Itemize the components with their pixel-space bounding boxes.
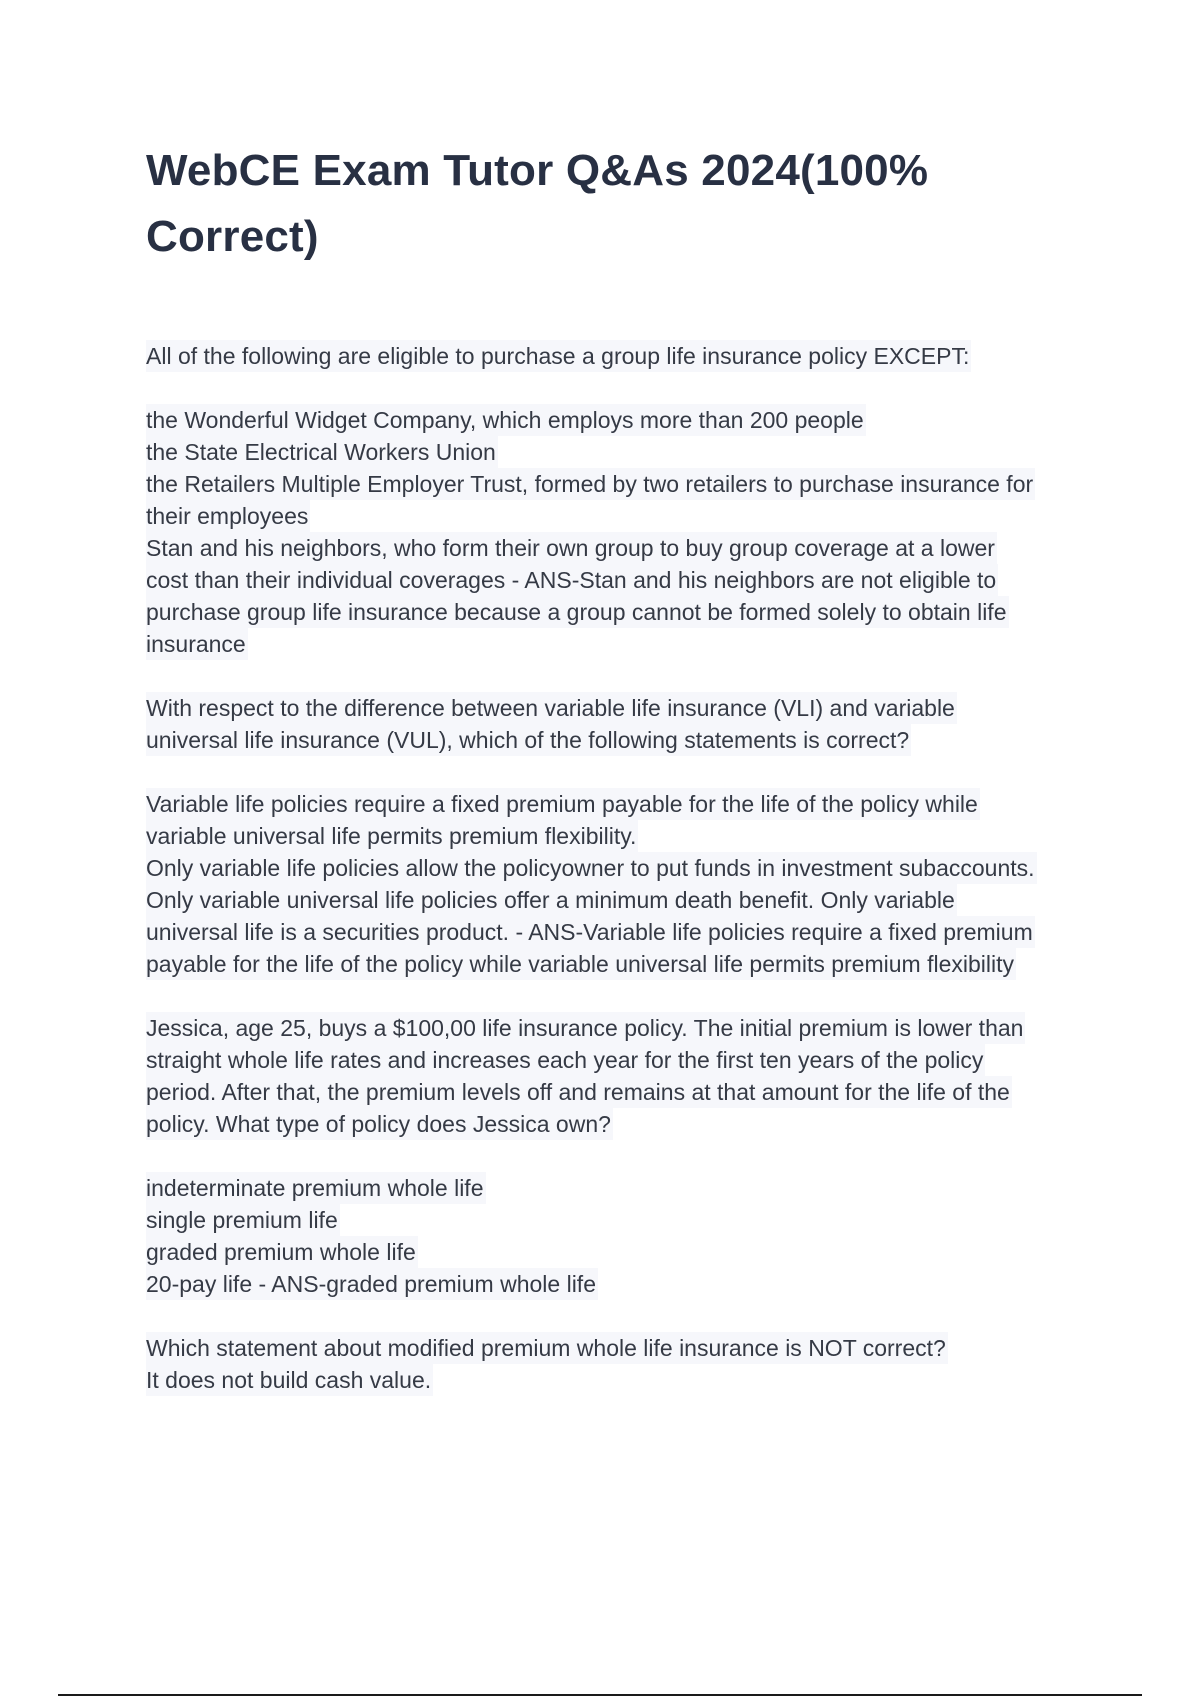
question-text: Which statement about modified premium whole life insurance is NOT correct? bbox=[146, 1332, 948, 1364]
option-line: Stan and his neighbors, who form their own group to buy group coverage at a lower bbox=[146, 532, 997, 564]
option-line: variable universal life permits premium flexibility. bbox=[146, 820, 638, 852]
option-line: their employees bbox=[146, 500, 310, 532]
option-line: the Retailers Multiple Employer Trust, formed by two retailers to purchase insurance for bbox=[146, 468, 1035, 500]
question-4 bbox=[146, 1332, 1086, 1396]
title-line-2: Correct) bbox=[146, 212, 319, 261]
title-line-1: WebCE Exam Tutor Q&As 2024(100% bbox=[146, 146, 929, 195]
option-line: the State Electrical Workers Union bbox=[146, 436, 498, 468]
answer-line: insurance bbox=[146, 628, 248, 660]
answer-line: purchase group life insurance because a group cannot be formed solely to obtain life bbox=[146, 596, 1009, 628]
question-2-options bbox=[146, 788, 1086, 980]
answer-line: cost than their individual coverages - ANS-Stan and his neighbors are not eligible to bbox=[146, 564, 998, 596]
question-3-options bbox=[146, 1172, 1086, 1300]
question-text: policy. What type of policy does Jessica own? bbox=[146, 1108, 613, 1140]
option-line: Only variable universal life policies offer a minimum death benefit. Only variable bbox=[146, 884, 957, 916]
answer-line: universal life is a securities product. - ANS-Variable life policies require a fixed premium bbox=[146, 916, 1035, 948]
document-title bbox=[146, 138, 1046, 270]
option-line: indeterminate premium whole life bbox=[146, 1172, 486, 1204]
document-body bbox=[146, 340, 1086, 1428]
question-text: period. After that, the premium levels off and remains at that amount for the life of the bbox=[146, 1076, 1012, 1108]
option-line: Only variable life policies allow the policyowner to put funds in investment subaccounts. bbox=[146, 852, 1037, 884]
question-text: Jessica, age 25, buys a $100,00 life insurance policy. The initial premium is lower than bbox=[146, 1012, 1025, 1044]
question-text: With respect to the difference between variable life insurance (VLI) and variable bbox=[146, 692, 957, 724]
question-text: straight whole life rates and increases each year for the first ten years of the policy bbox=[146, 1044, 985, 1076]
option-line: Variable life policies require a fixed premium payable for the life of the policy while bbox=[146, 788, 980, 820]
option-line: the Wonderful Widget Company, which employs more than 200 people bbox=[146, 404, 866, 436]
footer-divider bbox=[58, 1694, 1142, 1696]
question-text: All of the following are eligible to purchase a group life insurance policy EXCEPT: bbox=[146, 340, 971, 372]
answer-line: payable for the life of the policy while variable universal life permits premium flexibility bbox=[146, 948, 1016, 980]
question-1-options bbox=[146, 404, 1086, 660]
answer-line: 20-pay life - ANS-graded premium whole life bbox=[146, 1268, 598, 1300]
option-line: It does not build cash value. bbox=[146, 1364, 433, 1396]
question-2 bbox=[146, 692, 1086, 756]
question-text: universal life insurance (VUL), which of the following statements is correct? bbox=[146, 724, 911, 756]
option-line: graded premium whole life bbox=[146, 1236, 418, 1268]
question-3 bbox=[146, 1012, 1086, 1140]
question-1 bbox=[146, 340, 1086, 372]
option-line: single premium life bbox=[146, 1204, 340, 1236]
